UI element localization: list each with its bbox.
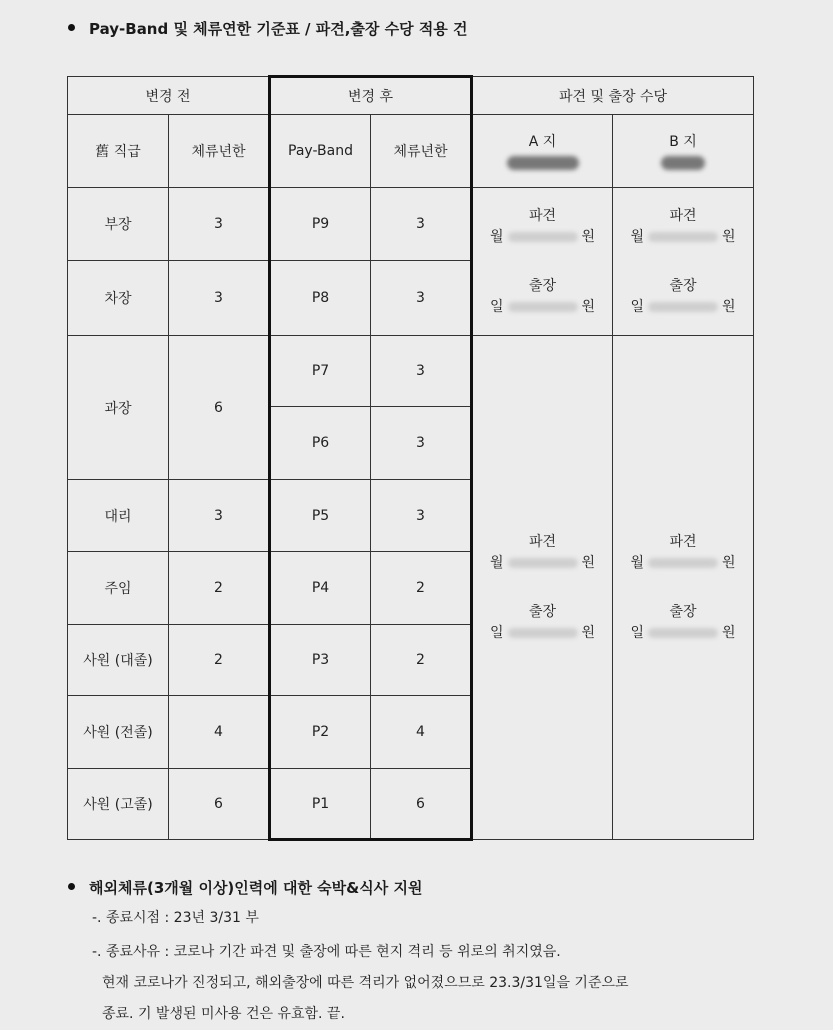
section2-title: 해외체류(3개월 이상)인력에 대한 숙박&식사 지원	[89, 879, 423, 897]
allowance-lower-site-a	[472, 336, 613, 840]
site-b-label: B 지	[669, 134, 697, 150]
redacted-amount	[508, 628, 578, 638]
day-prefix: 일	[489, 624, 504, 641]
redacted-amount	[508, 232, 578, 242]
header-allowance: 파견 및 출장 수당	[472, 77, 754, 115]
dispatch-label: 파견	[528, 533, 557, 550]
won-unit: 원	[581, 624, 596, 641]
won-unit: 원	[581, 554, 596, 571]
end-reason-line3: 종료. 기 발생된 미사용 건은 유효함. 끝.	[102, 1006, 345, 1022]
table-cell-years: 3	[169, 188, 270, 261]
table-cell-rank: 과장	[68, 336, 169, 480]
table-cell-years-after: 2	[371, 625, 472, 696]
trip-label: 출장	[669, 277, 697, 294]
table-cell-years-after: 2	[371, 552, 472, 625]
day-prefix: 일	[489, 298, 504, 315]
trip-label: 출장	[528, 277, 557, 294]
table-cell-rank: 대리	[68, 480, 169, 552]
allowance-lower-site-b	[613, 336, 754, 840]
table-cell-years: 3	[169, 480, 270, 552]
header-pay-band: Pay-Band	[270, 115, 371, 188]
end-date-item: -. 종료시점 : 23년 3/31 부	[92, 910, 259, 926]
table-cell-band: P4	[270, 552, 371, 625]
table-cell-band: P1	[270, 769, 371, 840]
table-cell-rank: 부장	[68, 188, 169, 261]
header-before: 변경 전	[68, 77, 270, 115]
end-reason-line1: -. 종료사유 : 코로나 기간 파견 및 출장에 따른 현지 격리 등 위로의 취지였음.	[92, 944, 561, 960]
section1-title: Pay-Band 및 체류연한 기준표 / 파견,출장 수당 적용 건	[89, 20, 468, 38]
bullet-icon	[68, 24, 75, 31]
table-cell-years-after: 4	[371, 696, 472, 769]
header-stay-years-before: 체류년한	[169, 115, 270, 188]
table-cell-years: 6	[169, 769, 270, 840]
redacted-amount	[508, 302, 578, 312]
section2-heading	[68, 877, 422, 898]
header-after: 변경 후	[270, 77, 472, 115]
redacted-amount	[508, 558, 578, 568]
site-a-label: A 지	[528, 134, 557, 150]
won-unit: 원	[722, 554, 736, 571]
month-prefix: 월	[630, 554, 644, 571]
header-stay-years-after: 체류년한	[371, 115, 472, 188]
table-cell-rank: 사원 (전졸)	[68, 696, 169, 769]
dispatch-label: 파견	[669, 533, 697, 550]
redacted-amount	[648, 302, 718, 312]
table-cell-band: P2	[270, 696, 371, 769]
won-unit: 원	[722, 298, 736, 315]
month-prefix: 월	[630, 228, 644, 245]
dispatch-label: 파견	[669, 207, 697, 224]
table-cell-years-after: 3	[371, 407, 472, 480]
pay-band-table	[67, 75, 754, 841]
table-cell-years-after: 6	[371, 769, 472, 840]
won-unit: 원	[581, 298, 596, 315]
allowance-upper-site-b	[613, 188, 754, 336]
table-cell-years: 3	[169, 261, 270, 336]
table-cell-rank: 사원 (고졸)	[68, 769, 169, 840]
end-reason-item	[92, 937, 629, 1030]
trip-label: 출장	[669, 603, 697, 620]
table-cell-years-after: 3	[371, 480, 472, 552]
table-cell-rank: 차장	[68, 261, 169, 336]
table-cell-years: 2	[169, 552, 270, 625]
end-reason-line2: 현재 코로나가 진정되고, 해외출장에 따른 격리가 없어졌으므로 23.3/31일을 기준으로	[102, 975, 629, 991]
section1-heading	[68, 18, 468, 39]
month-prefix: 월	[489, 554, 504, 571]
month-prefix: 월	[489, 228, 504, 245]
table-cell-band: P6	[270, 407, 371, 480]
won-unit: 원	[722, 624, 736, 641]
dispatch-label: 파견	[528, 207, 557, 224]
header-site-b	[613, 115, 754, 188]
header-old-rank: 舊 직급	[68, 115, 169, 188]
table-cell-band: P5	[270, 480, 371, 552]
header-site-a	[472, 115, 613, 188]
table-cell-band: P3	[270, 625, 371, 696]
day-prefix: 일	[630, 298, 644, 315]
table-cell-years-after: 3	[371, 261, 472, 336]
table-cell-band: P8	[270, 261, 371, 336]
redacted-amount	[648, 558, 718, 568]
redacted-amount	[648, 232, 718, 242]
redacted-mark	[661, 156, 705, 170]
table-cell-years-after: 3	[371, 188, 472, 261]
allowance-upper-site-a	[472, 188, 613, 336]
won-unit: 원	[722, 228, 736, 245]
table-cell-band: P7	[270, 336, 371, 407]
table-cell-years-after: 3	[371, 336, 472, 407]
bullet-icon	[68, 883, 75, 890]
won-unit: 원	[581, 228, 596, 245]
table-cell-years: 6	[169, 336, 270, 480]
redacted-amount	[648, 628, 718, 638]
table-cell-rank: 사원 (대졸)	[68, 625, 169, 696]
redacted-mark	[507, 156, 579, 170]
table-cell-years: 2	[169, 625, 270, 696]
trip-label: 출장	[528, 603, 557, 620]
table-cell-rank: 주임	[68, 552, 169, 625]
day-prefix: 일	[630, 624, 644, 641]
table-cell-band: P9	[270, 188, 371, 261]
table-cell-years: 4	[169, 696, 270, 769]
